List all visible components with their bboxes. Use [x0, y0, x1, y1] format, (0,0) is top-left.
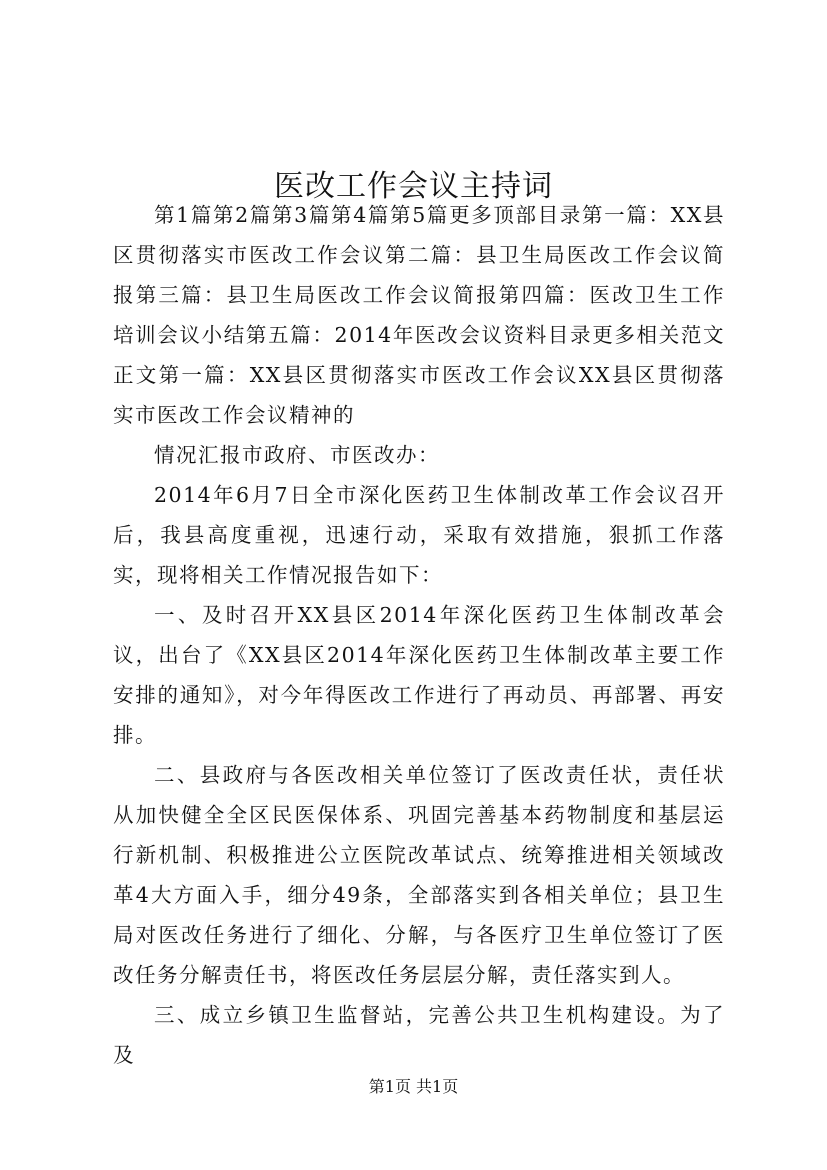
paragraph-item-two: 二、县政府与各医改相关单位签订了医改责任状，责任状从加快健全全区民医保体系、巩固完善基本药物制度和基层运行新机制、积极推进公立医院改革试点、统筹推进相关领域改革4大方面入手，细分49条，全部落实到各相关单位；县卫生局对医改任务进行了细化、分解，与各医疗卫生单位签订了医改任务分解责任书，将医改任务层层分解，责任落实到人。 — [113, 763, 725, 987]
document-body — [113, 195, 725, 1075]
paragraph-item-one: 一、及时召开XX县区2014年深化医药卫生体制改革会议，出台了《XX县区2014年深化医药卫生体制改革主要工作安排的通知》，对今年得医改工作进行了再动员、再部署、再安排。 — [113, 603, 725, 747]
paragraph-report-recipient: 情况汇报市政府、市医改办： — [154, 443, 440, 467]
page-number-footer: 第1页 共1页 — [368, 1077, 459, 1096]
document-title: 医改工作会议主持词 — [274, 169, 553, 205]
paragraph-table-of-contents: 第1篇第2篇第3篇第4篇第5篇更多顶部目录第一篇：XX县区贯彻落实市医改工作会议第二篇：县卫生局医改工作会议简报第三篇：县卫生局医改工作会议简报第四篇：医改卫生工作培训会议小结第五篇：2014年医改会议资料目录更多相关范文正文第一篇：XX县区贯彻落实市医改工作会议XX县区贯彻落实市医改工作会议精神的 — [113, 203, 725, 427]
paragraph-item-three: 三、成立乡镇卫生监督站，完善公共卫生机构建设。为了及 — [113, 1003, 725, 1067]
paragraph-introduction: 2014年6月7日全市深化医药卫生体制改革工作会议召开后，我县高度重视，迅速行动，采取有效措施，狠抓工作落实，现将相关工作情况报告如下： — [113, 483, 725, 587]
